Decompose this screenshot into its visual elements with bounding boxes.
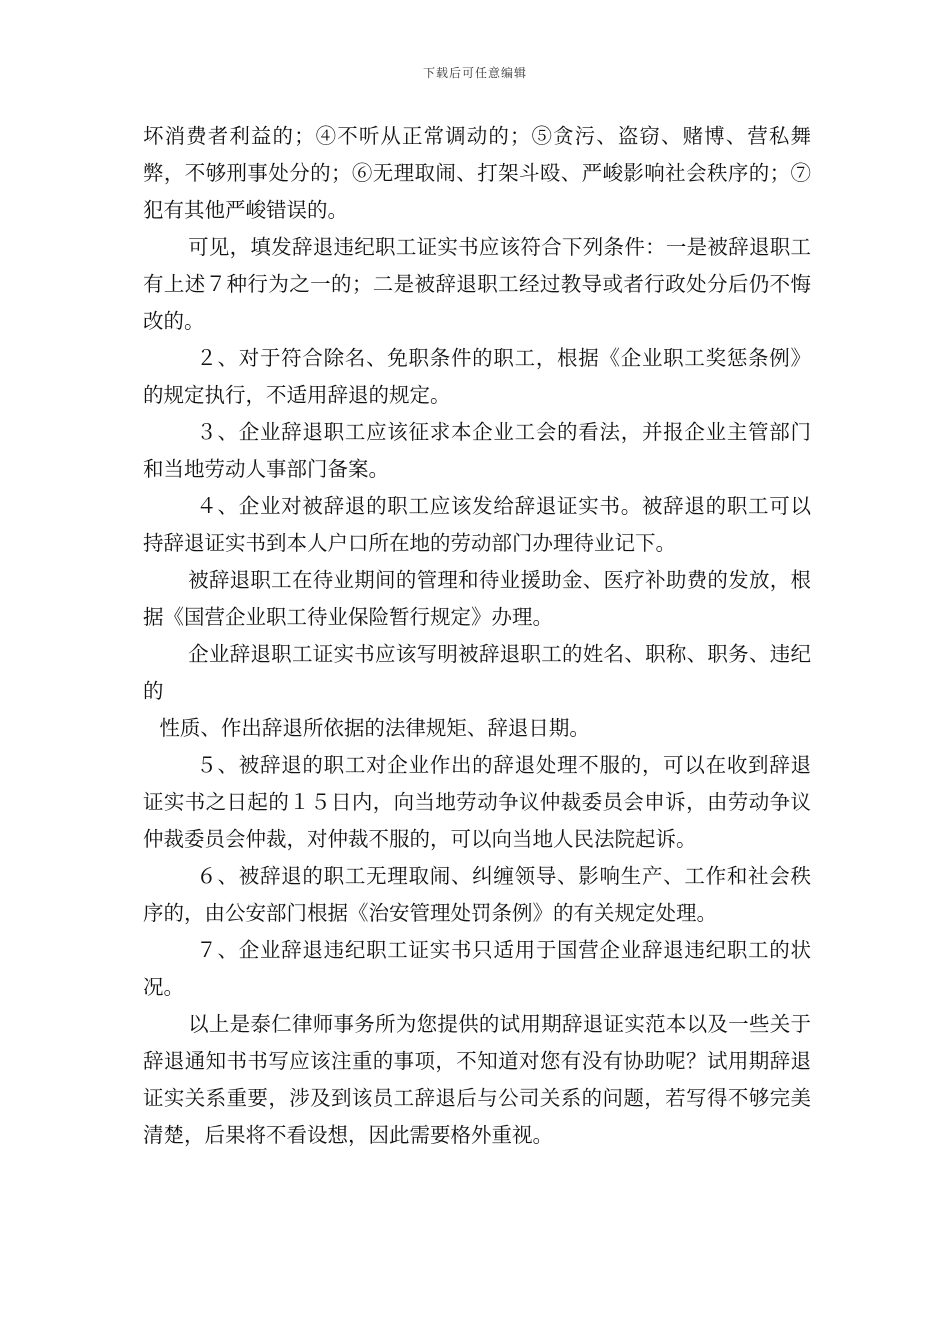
paragraph-5: ４、企业对被辞退的职工应该发给辞退证实书。被辞退的职工可以持辞退证实书到本人户口所在地的劳动部门办理待业记下。: [143, 494, 811, 555]
paragraph-3: ２、对于符合除名、免职条件的职工，根据《企业职工奖惩条例》的规定执行，不适用辞退的规定。: [143, 346, 811, 407]
paragraph-6: 被辞退职工在待业期间的管理和待业援助金、医疗补助费的发放，根据《国营企业职工待业保险暂行规定》办理。: [143, 568, 811, 629]
paragraph-2: 可见，填发辞退违纪职工证实书应该符合下列条件：一是被辞退职工有上述７种行为之一的；二是被辞退职工经过教导或者行政处分后仍不悔改的。: [143, 235, 811, 333]
paragraph-9: ５、被辞退的职工对企业作出的辞退处理不服的，可以在收到辞退证实书之日起的１５日内，向当地劳动争议仲裁委员会申诉，由劳动争议仲裁委员会仲裁，对仲裁不服的，可以向当地人民法院起诉。: [143, 753, 811, 851]
paragraph-7: 企业辞退职工证实书应该写明被辞退职工的姓名、职称、职务、违纪的: [143, 642, 811, 703]
paragraph-10: ６、被辞退的职工无理取闹、纠缠领导、影响生产、工作和社会秩序的，由公安部门根据《治安管理处罚条例》的有关规定处理。: [143, 864, 811, 925]
paragraph-11: ７、企业辞退违纪职工证实书只适用于国营企业辞退违纪职工的状况。: [143, 938, 811, 999]
page-header: 下载后可任意编辑: [422, 66, 527, 80]
paragraph-12: 以上是泰仁律师事务所为您提供的试用期辞退证实范本以及一些关于辞退通知书书写应该注重的事项，不知道对您有没有协助呢？试用期辞退证实关系重要，涉及到该员工辞退后与公司关系的问题，若写得不够完美清楚，后果将不看设想，因此需要格外重视。: [143, 1012, 811, 1147]
paragraph-4: ３、企业辞退职工应该征求本企业工会的看法，并报企业主管部门和当地劳动人事部门备案。: [143, 420, 811, 481]
paragraph-8: 性质、作出辞退所依据的法律规矩、辞退日期。: [159, 716, 590, 740]
paragraph-1: 坏消费者利益的；④不听从正常调动的；⑤贪污、盗窃、赌博、营私舞弊，不够刑事处分的；⑥无理取闹、打架斗殴、严峻影响社会秩序的；⑦犯有其他严峻错误的。: [143, 124, 811, 222]
document-body: [143, 118, 811, 1154]
